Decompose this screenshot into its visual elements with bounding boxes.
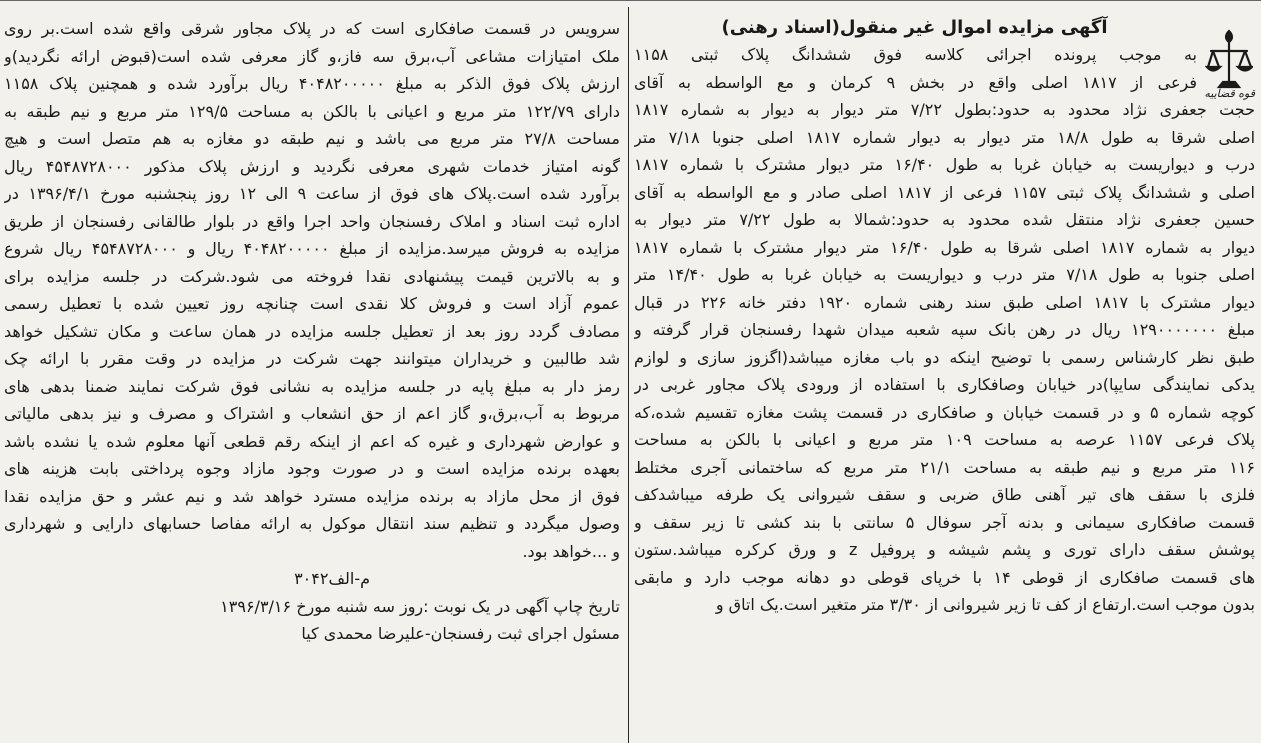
right-column-text — [634, 41, 1255, 619]
text-line: پلاک فرعی ۱۱۵۷ عرصه به مساحت ۱۰۹ متر مربع و اعیانی با بالکن به مساحت — [634, 430, 1255, 449]
text-line: فوق از محل مازاد به برنده مزایده مسترد خواهد شد و نیم عشر و حق مزایده نقدا — [4, 486, 620, 506]
text-line: حجت جعفری نژاد محدود به حدود:بطول ۷/۲۲ متر دیوار به دیوار به شماره ۱۸۱۷ — [634, 100, 1255, 119]
reference-code: م-الف۳۰۴۲ — [294, 569, 370, 588]
text-line: و ...خواهد بود. — [522, 541, 620, 561]
text-line: مصادف گردد روز بعد از تعطیل جلسه مزایده در همان ساعت و مکان تشکیل خواهد — [4, 321, 620, 341]
text-line: فرعی از ۱۸۱۷ اصلی واقع در بخش ۹ کرمان و مع الواسطه به آقای — [634, 72, 1198, 92]
left-column — [0, 1, 628, 743]
text-line: به موجب پرونده اجرائی کلاسه فوق ششدانگ پلاک ثبتی ۱۱۵۸ — [634, 45, 1197, 64]
print-date: تاریخ چاپ آگهی در یک نوبت :روز سه شنبه مورخ ۱۳۹۶/۳/۱۶ — [220, 596, 620, 616]
right-column — [628, 1, 1261, 743]
text-line: عموم آزاد است و فروش کلا نقدی است چنانچه روز تعیین شده با تعطیل رسمی — [4, 294, 620, 313]
text-line: اصلی و ششدانگ پلاک ثبتی ۱۱۵۷ فرعی از ۱۸۱۷ اصلی صادر و مع الواسطه به آقای — [634, 182, 1255, 202]
text-line: رمز دار به مبلغ پایه در جلسه مزایده به نشانی فوق شرکت نمایند ضمنا بدهی های — [4, 376, 620, 396]
text-line: گونه امتیاز خدمات شهری معرفی نگردید و ارزش پلاک مذکور ۴۵۴۸۷۲۸۰۰۰ ریال — [4, 156, 620, 176]
text-line: ۱۱۶ متر مربع و نیم طبقه به مساحت ۲۱/۱ متر مربع که ساختمانی آجری مختلط — [634, 457, 1255, 477]
emblem-caption: قوه قضاییه — [1204, 87, 1255, 100]
text-line: دیوار به شماره ۱۸۱۷ اصلی شرقا به طول ۱۶/۴۰ متر دیوار مشترک با شماره ۱۸۱۷ — [634, 237, 1255, 257]
text-line: یدکی نمایندگی سایپا)در خیابان وصافکاری با استفاده از ورودی پلاک مجاور غربی در — [634, 375, 1255, 394]
text-line: سرویس در قسمت صافکاری است که در پلاک مجاور شرقی واقع شده است.بر روی — [4, 19, 620, 38]
text-line: طبق نظر کارشناس رسمی با توضیح اینکه دو باب مغازه میباشد(اگزوز سازی و لوازم — [634, 347, 1255, 367]
text-line: کوچه شماره ۵ و در قسمت خیابان و صافکاری در قسمت پشت مغازه تقسیم شده،که — [634, 402, 1255, 422]
text-line: مساحت ۲۷/۸ متر مربع می باشد و نیم طبقه دو مغازه به هم متصل است و هیچ — [4, 129, 620, 148]
text-line: های قسمت صافکاری از قوطی ۱۴ با خرپای قوطی دو دهانه موجب دارد و مابقی — [634, 567, 1255, 587]
text-line: دیوار مشترک با ۱۸۱۷ اصلی طبق سند رهنی شماره ۱۹۲۰ دفتر خانه ۲۲۶ در قبال — [634, 292, 1255, 312]
text-line: قسمت صافکاری سیمانی و بدنه آجر سوفال ۵ سانتی با بند کشی تا زیر سقف و — [634, 512, 1255, 532]
text-line: مزایده به فروش میرسد.مزایده از مبلغ ۴۰۴۸۲۰۰۰۰۰ ریال و ۴۵۴۸۷۲۸۰۰۰ ریال شروع — [4, 239, 620, 258]
text-line: اصلی شرقا به طول ۱۸/۸ متر دیوار به دیوار شماره ۱۸۱۷ اصلی جنوبا ۷/۱۸ متر — [634, 127, 1255, 147]
text-line: برآورد شده است.پلاک های فوق از ساعت ۹ الی ۱۲ روز پنجشنبه مورخ ۱۳۹۶/۴/۱ در — [4, 184, 620, 203]
official-signature: مسئول اجرای ثبت رفسنجان-علیرضا محمدی کیا — [301, 624, 620, 643]
text-line: بدون موجب است.ارتفاع از کف تا زیر شیروانی از ۳/۳۰ متر متغیر است.یک اتاق و — [715, 595, 1255, 614]
text-line: پوشش سقف دارای توری و پشم شیشه و پروفیل z و ورق کرکره میباشد.ستون — [634, 540, 1255, 559]
text-line: فلزی با سقف های تیر آهنی طاق ضربی و سقف شیروانی یک طرفه میباشدکف — [634, 485, 1255, 504]
left-column-text — [4, 15, 620, 565]
text-line: وصول میگردد و تنظیم سند انتقال موکول به ارائه مفاصا حسابهای دارایی و شهرداری — [4, 514, 620, 533]
column-divider — [628, 7, 629, 743]
announcement-title: آگهی مزایده اموال غیر منقول(اسناد رهنی) — [721, 17, 1108, 38]
text-line: ارزش پلاک فوق الذکر به مبلغ ۴۰۴۸۲۰۰۰۰۰ ریال برآورد شده و همچنین پلاک ۱۱۵۸ — [4, 74, 620, 93]
text-line: اداره ثبت اسناد و املاک رفسنجان واحد اجرا واقع در بلوار طالقانی رفسنجان از طریق — [4, 211, 620, 231]
text-line: درب و دیواریست به خیابان غربا به طول ۱۶/۴۰ متر دیوار مشترک با شماره ۱۸۱۷ — [634, 155, 1255, 174]
text-line: مربوط به آب،برق،و گاز اعم از حق انشعاب و اشتراک و مصرف و نیز بدهی مالیاتی — [4, 404, 620, 423]
text-line: حسین جعفری نژاد منتقل شده محدود به حدود:شمالا به طول ۷/۲۲ متر دیوار به — [634, 210, 1255, 229]
text-line: بعهده برنده مزایده است و در صورت وجود مازاد وجوه پرداختی بابت هزینه های — [4, 459, 620, 478]
text-line: شد طالبین و خریداران میتوانند جهت شرکت در مزایده در وقت مقرر با ارائه چک — [4, 349, 620, 368]
text-line: ملک امتیازات مشاعی آب،برق سه فاز،و گاز معرفی شده است(قبوض ارائه نگردید)و — [4, 46, 620, 66]
text-line: مبلغ ۱۲۹۰۰۰۰۰۰۰ ریال در رهن بانک سپه شعبه میدان شهدا رفسنجان قرار گرفته و — [634, 320, 1255, 339]
text-line: و عوارض شهرداری و غیره که اعم از اینکه رقم قطعی آنها معلوم شده یا نشده باشد — [4, 431, 620, 451]
text-line: و به بالاترین قیمت پیشنهادی نقدا فروخته می شود.شرکت در جلسه مزایده برای — [4, 266, 620, 286]
text-line: اصلی جنوبا به طول ۷/۱۸ متر درب و دیواریست به خیابان غربا به طول ۱۴/۴۰ متر — [634, 265, 1255, 284]
text-line: دارای ۱۲۲/۷۹ متر مربع و اعیانی با بالکن به مساحت ۱۲۹/۵ متر مربع و نیم طبقه به — [4, 101, 620, 121]
